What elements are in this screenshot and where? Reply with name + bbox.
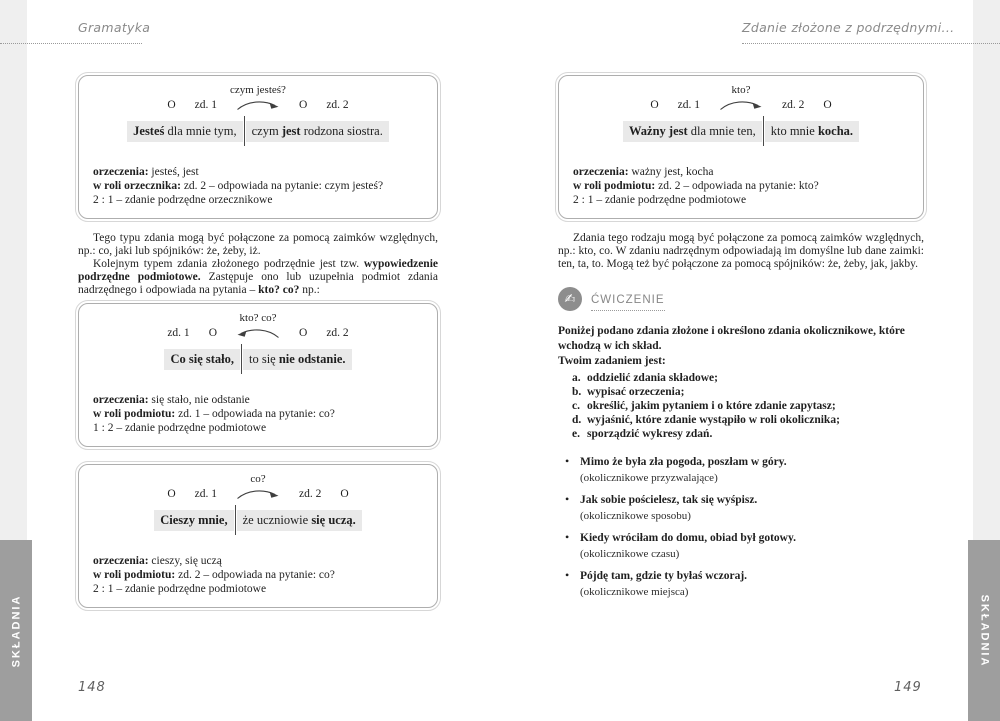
diagram-label: O bbox=[340, 487, 349, 500]
scheme-line: 2 : 1 – zdanie podrzędne podmiotowe bbox=[93, 583, 267, 595]
right-page-content bbox=[558, 75, 924, 607]
exercise-task-list bbox=[572, 371, 924, 441]
scheme-line: 2 : 1 – zdanie podrzędne orzecznikowe bbox=[93, 194, 273, 206]
example-sentence bbox=[573, 116, 909, 146]
diagram-label: O bbox=[208, 326, 217, 339]
task-text: wyjaśnić, które zdanie wystąpiło w roli okolicznika; bbox=[587, 414, 840, 426]
question-arrow-icon bbox=[719, 98, 763, 111]
task-letter: e. bbox=[572, 428, 580, 440]
side-tab-skladnia-right bbox=[968, 540, 1000, 721]
task-item bbox=[572, 399, 924, 413]
diagram-label: O bbox=[167, 487, 176, 500]
role-line: w roli podmiotu: zd. 2 – odpowiada na pytanie: kto? bbox=[573, 180, 819, 192]
main-clause: to się nie odstanie. bbox=[243, 349, 352, 370]
subordinate-clause: czym jest rodzona siostra. bbox=[246, 121, 389, 142]
example-box-orzecznikowe bbox=[78, 75, 438, 219]
bullet-sentence: Pójdę tam, gdzie ty byłaś wczoraj. bbox=[580, 570, 748, 582]
sentence-diagram bbox=[93, 312, 423, 374]
exercise-task-heading: Twoim zadaniem jest: bbox=[558, 355, 666, 367]
sentence-diagram bbox=[93, 473, 423, 535]
diagram-label: zd. 2 bbox=[299, 487, 322, 500]
diagram-label: zd. 1 bbox=[167, 326, 190, 339]
task-item bbox=[572, 385, 924, 399]
exercise-label: ĆWICZENIE bbox=[591, 294, 665, 311]
side-tab-label: SKŁADNIA bbox=[978, 594, 990, 667]
bullet-note: (okolicznikowe czasu) bbox=[580, 548, 680, 560]
bullet-sentence: Mimo że była zła pogoda, poszłam w góry. bbox=[580, 456, 787, 468]
diagram-label-row bbox=[93, 98, 423, 111]
diagram-label: O bbox=[299, 98, 308, 111]
predicates-line: orzeczenia: ważny jest, kocha bbox=[573, 166, 714, 178]
diagram-label: zd. 1 bbox=[194, 98, 217, 111]
bullet-sentence: Kiedy wróciłam do domu, obiad był gotowy. bbox=[580, 532, 796, 544]
main-clause: Ważny jest dla mnie ten, bbox=[623, 121, 762, 142]
side-tab-skladnia-left bbox=[0, 540, 32, 721]
running-header-right-text: Zdanie złożone z podrzędnymi... bbox=[742, 20, 955, 35]
diagram-question: czym jesteś? bbox=[230, 84, 286, 96]
role-line: w roli orzecznika: zd. 2 – odpowiada na pytanie: czym jesteś? bbox=[93, 180, 384, 192]
task-letter: b. bbox=[572, 386, 582, 398]
example-sentence bbox=[93, 116, 423, 146]
role-line: w roli podmiotu: zd. 1 – odpowiada na pytanie: co? bbox=[93, 408, 335, 420]
side-tab-label: SKŁADNIA bbox=[10, 594, 22, 667]
task-item bbox=[572, 413, 924, 427]
bullet-note: (okolicznikowe sposobu) bbox=[580, 510, 691, 522]
clause-divider bbox=[235, 505, 236, 535]
bullet-note: (okolicznikowe przyzwalające) bbox=[580, 472, 718, 484]
task-item bbox=[572, 427, 924, 441]
task-letter: d. bbox=[572, 414, 582, 426]
analysis-details bbox=[573, 165, 909, 207]
diagram-label: O bbox=[167, 98, 176, 111]
diagram-label-row bbox=[573, 98, 909, 111]
subordinate-clause: że uczniowie się uczą. bbox=[237, 510, 362, 531]
subordinate-clause: Co się stało, bbox=[164, 349, 240, 370]
role-line: w roli podmiotu: zd. 2 – odpowiada na pytanie: co? bbox=[93, 569, 335, 581]
diagram-label: zd. 1 bbox=[677, 98, 700, 111]
question-arrow-icon bbox=[236, 326, 280, 339]
diagram-label: O bbox=[650, 98, 659, 111]
sentence-diagram bbox=[573, 84, 909, 146]
list-item bbox=[558, 569, 924, 599]
task-text: sporządzić wykresy zdań. bbox=[587, 428, 713, 440]
clause-divider bbox=[763, 116, 764, 146]
bullet-icon: • bbox=[565, 492, 570, 506]
example-sentence bbox=[93, 344, 423, 374]
running-header-right bbox=[742, 20, 1000, 44]
example-box-podmiotowe-1 bbox=[78, 303, 438, 447]
diagram-label: O bbox=[823, 98, 832, 111]
scheme-line: 2 : 1 – zdanie podrzędne podmiotowe bbox=[573, 194, 747, 206]
task-text: określić, jakim pytaniem i o które zdanie zapytasz; bbox=[587, 400, 836, 412]
scheme-line: 1 : 2 – zdanie podrzędne podmiotowe bbox=[93, 422, 267, 434]
task-letter: a. bbox=[572, 372, 581, 384]
page-number-left: 148 bbox=[78, 680, 106, 695]
bullet-note: (okolicznikowe miejsca) bbox=[580, 586, 689, 598]
clause-divider bbox=[241, 344, 242, 374]
list-item bbox=[558, 493, 924, 523]
body-text bbox=[78, 232, 438, 297]
left-page-content bbox=[78, 75, 438, 608]
bullet-sentence: Jak sobie pościelesz, tak się wyśpisz. bbox=[580, 494, 758, 506]
diagram-question: co? bbox=[250, 473, 266, 485]
diagram-label: zd. 2 bbox=[326, 326, 349, 339]
example-box-podmiotowe-right bbox=[558, 75, 924, 219]
running-header-left-text: Gramatyka bbox=[78, 20, 151, 35]
body-text bbox=[558, 232, 924, 271]
exercise-intro: Poniżej podano zdania złożone i określono zdania okolicznikowe, które wchodzą w ich skład. bbox=[558, 325, 905, 352]
list-item bbox=[558, 531, 924, 561]
task-text: wypisać orzeczenia; bbox=[587, 386, 685, 398]
example-box-podmiotowe-2 bbox=[78, 464, 438, 608]
clause-divider bbox=[244, 116, 245, 146]
diagram-label: zd. 2 bbox=[782, 98, 805, 111]
analysis-details bbox=[93, 393, 423, 435]
list-item bbox=[558, 455, 924, 485]
predicates-line: orzeczenia: cieszy, się uczą bbox=[93, 555, 222, 567]
diagram-label: zd. 1 bbox=[194, 487, 217, 500]
question-arrow-icon bbox=[236, 98, 280, 111]
paragraph: Zdania tego rodzaju mogą być połączone za pomocą zaimków względnych, np.: kto, co. W zdaniu nadrzędnym odpowiadają im domyślne lub dane zaimki: ten, ta, to. Mogą też być połączone za pomocą spójników: że, żeby, jak, jakby. bbox=[558, 232, 924, 270]
bullet-icon: • bbox=[565, 454, 570, 468]
bullet-icon: • bbox=[565, 568, 570, 582]
predicates-line: orzeczenia: jesteś, jest bbox=[93, 166, 199, 178]
predicates-line: orzeczenia: się stało, nie odstanie bbox=[93, 394, 250, 406]
example-sentence-list bbox=[558, 455, 924, 599]
diagram-label-row bbox=[93, 487, 423, 500]
paragraph: Tego typu zdania mogą być połączone za pomocą zaimków względnych, np.: co, jaki lub spójników: że, żeby, iż. bbox=[78, 232, 438, 257]
task-letter: c. bbox=[572, 400, 580, 412]
example-sentence bbox=[93, 505, 423, 535]
page-number-right: 149 bbox=[894, 680, 922, 695]
hand-writing-icon: ✍ bbox=[558, 287, 582, 311]
main-clause: Jesteś dla mnie tym, bbox=[127, 121, 242, 142]
subordinate-clause: kto mnie kocha. bbox=[765, 121, 859, 142]
exercise-header bbox=[558, 287, 924, 311]
sentence-diagram bbox=[93, 84, 423, 146]
bullet-icon: • bbox=[565, 530, 570, 544]
analysis-details bbox=[93, 165, 423, 207]
task-text: oddzielić zdania składowe; bbox=[587, 372, 718, 384]
diagram-question: kto? bbox=[731, 84, 751, 96]
diagram-question: kto? co? bbox=[239, 312, 277, 324]
analysis-details bbox=[93, 554, 423, 596]
diagram-label: zd. 2 bbox=[326, 98, 349, 111]
question-arrow-icon bbox=[236, 487, 280, 500]
running-header-left bbox=[0, 20, 151, 44]
task-item bbox=[572, 371, 924, 385]
paragraph: Kolejnym typem zdania złożonego podrzędnie jest tzw. wypowiedzenie podrzędne podmiotowe. Zastępuje ono lub uzupełnia podmiot zdania nadrzędnego i odpowiada na pytania – kto? co? np.: bbox=[78, 258, 438, 296]
diagram-label-row bbox=[93, 326, 423, 339]
diagram-label: O bbox=[299, 326, 308, 339]
main-clause: Cieszy mnie, bbox=[154, 510, 233, 531]
